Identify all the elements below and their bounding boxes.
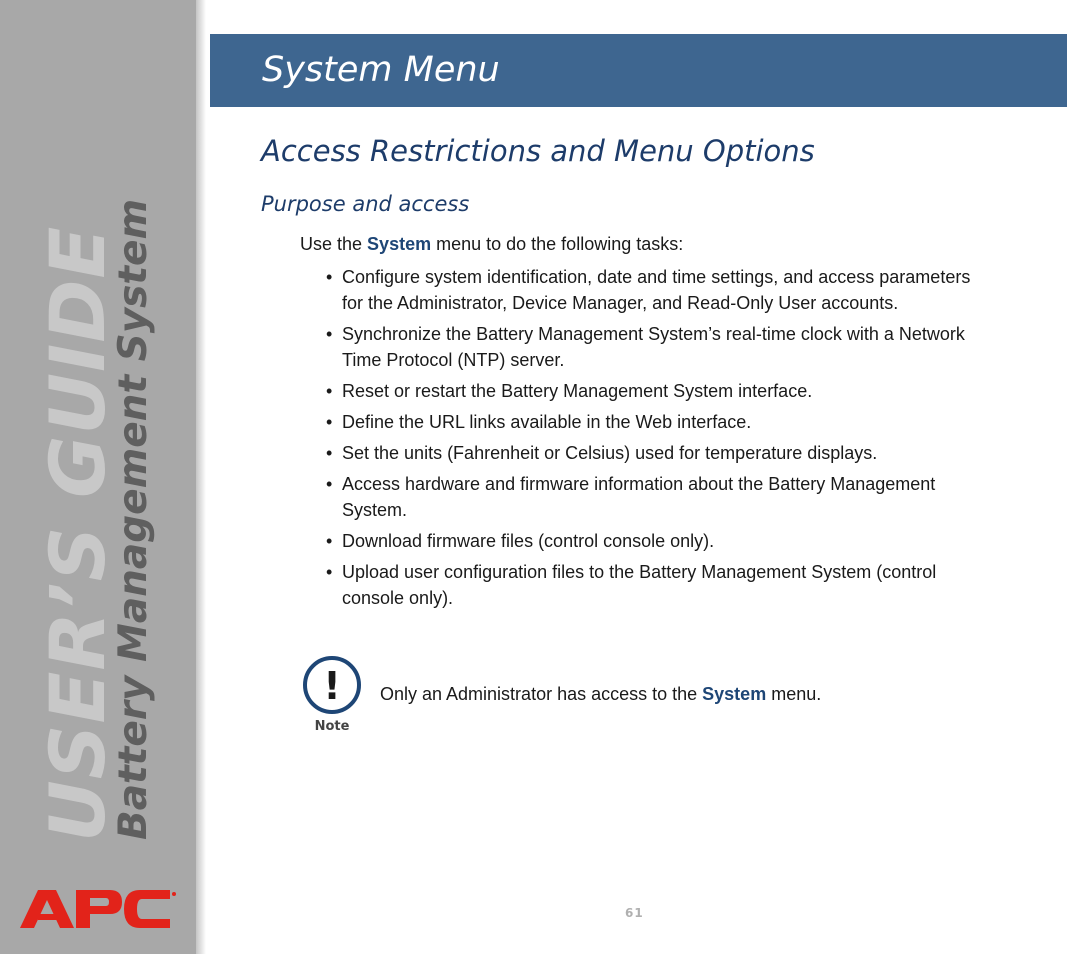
intro-suffix: menu to do the following tasks: [431, 234, 684, 254]
list-item-text: Upload user configuration files to the Battery Management System (control console only). [342, 562, 937, 608]
sidebar-guide-title: USER’S GUIDE [33, 225, 122, 842]
note-icon-label: Note [314, 719, 350, 734]
page-title: System Menu [262, 50, 500, 90]
subsection-title: Purpose and access [261, 192, 470, 216]
bullet-icon: • [326, 562, 333, 582]
apc-logo [18, 886, 178, 930]
section-title: Access Restrictions and Menu Options [261, 134, 815, 168]
note-prefix: Only an Administrator has access to the [380, 684, 703, 704]
list-item-text: Access hardware and firmware information about the Battery Management System. [342, 474, 936, 520]
sidebar-product-name: Battery Management System [111, 198, 156, 840]
list-item [326, 471, 976, 523]
note-icon [302, 655, 362, 735]
bullet-icon: • [326, 381, 333, 401]
bullet-icon: • [326, 443, 333, 463]
list-item [326, 528, 976, 554]
list-item [326, 378, 976, 404]
note-suffix: menu. [766, 684, 822, 704]
intro-prefix: Use the [300, 234, 368, 254]
list-item [326, 409, 976, 435]
header-band [210, 34, 1067, 107]
intro-text [300, 234, 683, 255]
note-text [380, 684, 821, 705]
bullet-icon: • [326, 531, 333, 551]
list-item [326, 559, 976, 611]
list-item-text: Configure system identification, date and time settings, and access parameters for the Administrator, Device Manager, and Read-Only User accounts. [342, 267, 971, 313]
bullet-icon: • [326, 412, 333, 432]
list-item [326, 264, 976, 316]
bullet-icon: • [326, 324, 333, 344]
note-exclamation-icon: ! [323, 664, 341, 708]
list-item-text: Set the units (Fahrenheit or Celsius) used for temperature displays. [342, 443, 878, 463]
task-list [326, 264, 976, 616]
sidebar-shadow [196, 0, 206, 954]
intro-system-highlight: System [367, 234, 432, 254]
list-item-text: Download firmware files (control console only). [342, 531, 715, 551]
list-item-text: Synchronize the Battery Management System’s real-time clock with a Network Time Protocol (NTP) server. [342, 324, 965, 370]
list-item [326, 321, 976, 373]
note-system-highlight: System [702, 684, 767, 704]
page-number: 61 [625, 906, 644, 920]
bullet-icon: • [326, 267, 333, 287]
list-item-text: Reset or restart the Battery Management System interface. [342, 381, 813, 401]
list-item [326, 440, 976, 466]
list-item-text: Define the URL links available in the Web interface. [342, 412, 752, 432]
bullet-icon: • [326, 474, 333, 494]
